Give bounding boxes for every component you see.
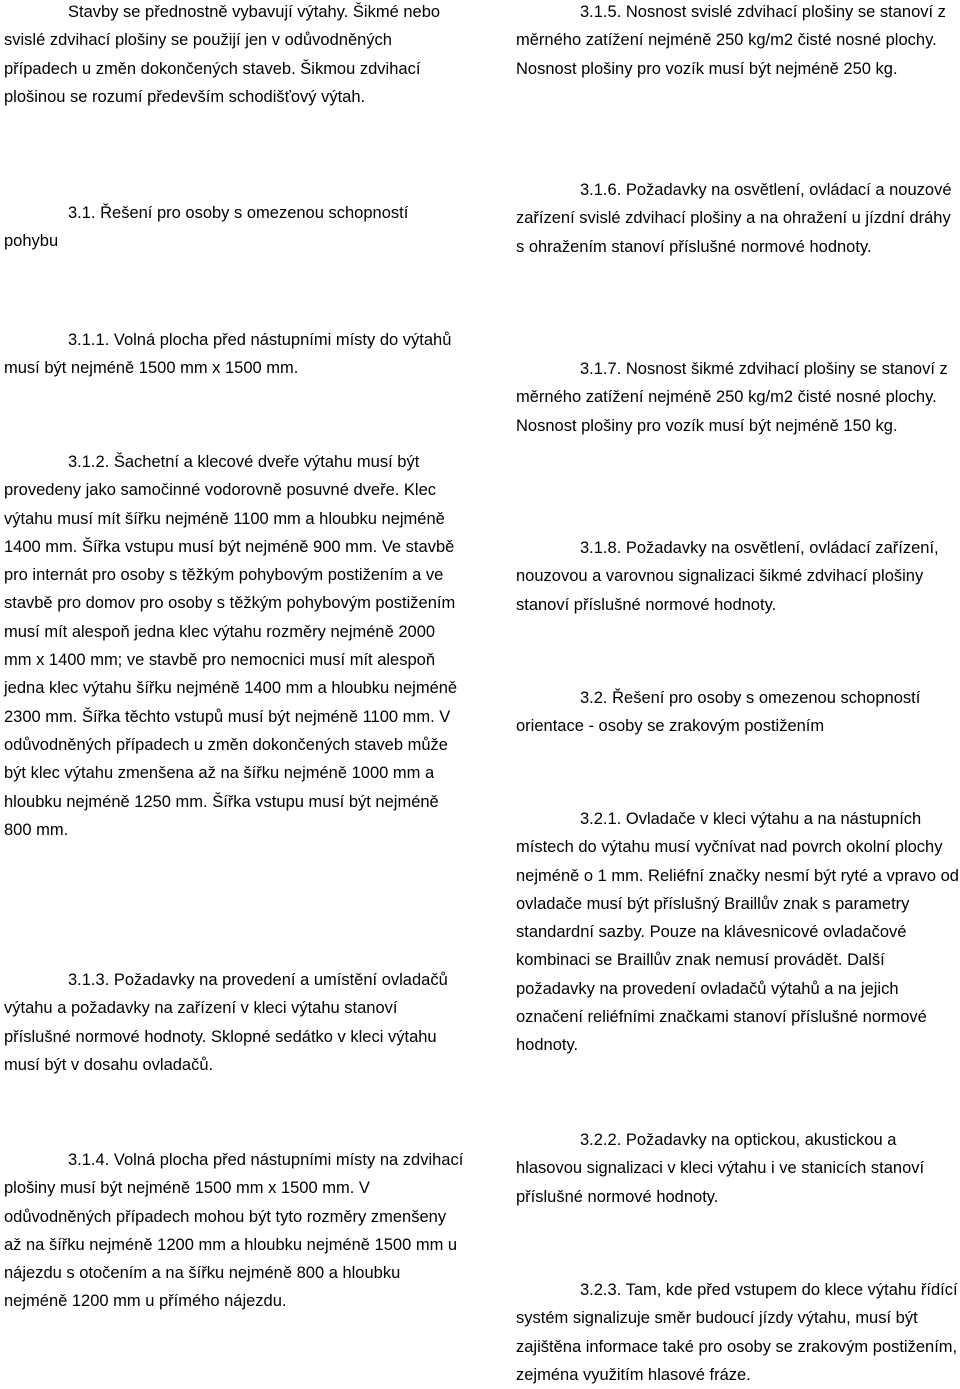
paragraph-3-1-8: 3.1.8. Požadavky na osvětlení, ovládací zařízení, nouzovou a varovnou signalizaci šikmé zdvihací plošiny stanoví příslušné normové hodnoty. [516,539,939,614]
paragraph-3-1-1: 3.1.1. Volná plocha před nástupními místy do výtahů musí být nejméně 1500 mm x 1500 mm. [4,331,452,378]
section-3-1-heading-line1: 3.1. Řešení pro osoby s omezenou schopností [68,204,409,222]
paragraph-3-1-5: 3.1.5. Nosnost svislé zdvihací plošiny se stanoví z měrného zatížení nejméně 250 kg/m2 čisté nosné plochy. Nosnost plošiny pro vozík musí být nejméně 250 kg. [516,3,946,78]
paragraph-3-1-7: 3.1.7. Nosnost šikmé zdvihací plošiny se stanoví z měrného zatížení nejméně 250 kg/m2 čisté nosné plochy. Nosnost plošiny pro vozík musí být nejméně 150 kg. [516,360,948,435]
paragraph-3-1-3: 3.1.3. Požadavky na provedení a umístění ovladačů výtahu a požadavky na zařízení v kleci výtahu stanoví příslušné normové hodnoty. Sklopné sedátko v kleci výtahu musí být v dosahu ovladačů. [4,971,448,1074]
paragraph-3-2-1: 3.2.1. Ovladače v kleci výtahu a na nástupních místech do výtahu musí vyčnívat nad povrch okolní plochy nejméně o 1 mm. Reliéfní značky nesmí být ryté a vpravo od ovladače musí být příslušný Braillův znak s parametry standardní sazby. Pouze na klávesnicové ovladačové kombinaci se Braillův znak nemusí provádět. Další požadavky na provedení ovladačů výtahů a na jejich označení reliéfními značkami stanoví příslušné normové hodnoty. [516,810,959,1055]
section-3-2-heading: 3.2. Řešení pro osoby s omezenou schopností orientace - osoby se zrakovým postižením [516,689,921,736]
paragraph-3-1-4: 3.1.4. Volná plocha před nástupními místy na zdvihací plošiny musí být nejméně 1500 mm x 1500 mm. V odůvodněných případech mohou být tyto rozměry zmenšeny až na šířku nejméně 1200 mm a hloubku nejméně 1500 mm u nájezdu s otočením a na šířku nejméně 800 a hloubku nejméně 1200 mm u přímého nájezdu. [4,1151,464,1311]
section-3-1-heading-line2: pohybu [4,232,59,251]
paragraph-3-1-2: 3.1.2. Šachetní a klecové dveře výtahu musí být provedeny jako samočinné vodorovně posuvné dveře. Klec výtahu musí mít šířku nejméně 1100 mm a hloubku nejméně 1400 mm. Šířka vstupu musí být nejméně 900 mm. Ve stavbě pro internát pro osoby s těžkým pohybovým postižením a ve stavbě pro domov pro osoby s těžkým pohybovým postižením musí mít alespoň jedna klec výtahu rozměry nejméně 2000 mm x 1400 mm; ve stavbě pro nemocnici musí mít alespoň jedna klec výtahu šířku nejméně 1400 mm a hloubku nejméně 2300 mm. Šířka těchto vstupů musí být nejméně 1100 mm. V odůvodněných případech u změn dokončených staveb může být klec výtahu zmenšena až na šířku nejméně 1000 mm a hloubku nejméně 1250 mm. Šířka vstupu musí být nejméně 800 mm. [4,453,458,839]
paragraph-3-2-2: 3.2.2. Požadavky na optickou, akustickou a hlasovou signalizaci v kleci výtahu i ve stanicích stanoví příslušné normové hodnoty. [516,1131,925,1206]
paragraph-3-2-3: 3.2.3. Tam, kde před vstupem do klece výtahu řídící systém signalizuje směr budoucí jízdy výtahu, musí být zajištěna informace také pro osoby se zrakovým postižením, zejména využitím hlasové fráze. [516,1281,958,1384]
paragraph-3-1-6: 3.1.6. Požadavky na osvětlení, ovládací a nouzové zařízení svislé zdvihací plošiny a na ohražení u jízdní dráhy s ohražením stanoví příslušné normové hodnoty. [516,181,952,256]
intro-paragraph: Stavby se přednostně vybavují výtahy. Šikmé nebo svislé zdvihací plošiny se použijí jen v odůvodněných případech u změn dokončených staveb. Šikmou zdvihací plošinou se rozumí především schodišťový výtah. [4,3,441,106]
section-3-1-heading [4,199,464,256]
